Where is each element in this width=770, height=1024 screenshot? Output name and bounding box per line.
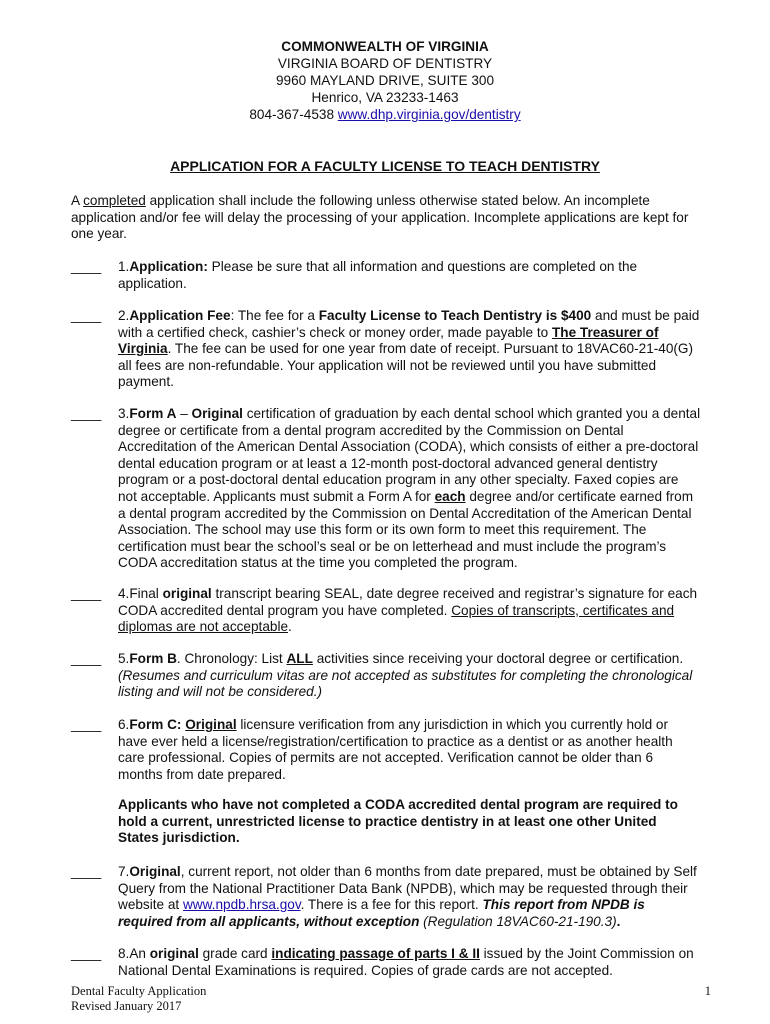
item-emphasis: Original	[185, 717, 237, 732]
item-number: 1.	[118, 259, 130, 274]
city-state-zip: Henrico, VA 23233-1463	[311, 90, 459, 105]
item-number: 6.	[118, 717, 130, 732]
item-number: 3.	[118, 406, 130, 421]
checklist-item-6	[71, 717, 701, 783]
item-text: grade card	[198, 946, 272, 961]
item-emphasis: This report from NPDB is required from all applicants, without exception	[118, 897, 645, 929]
coda-note: Applicants who have not completed a CODA accredited dental program are required to hold a current, unrestricted license to practice dentistry in at least one other United States jurisdiction.	[118, 797, 678, 846]
check-blank[interactable]: ____	[71, 308, 102, 323]
page-footer	[71, 984, 711, 1014]
checklist-item-4	[71, 586, 701, 636]
checklist-item-2	[71, 308, 701, 391]
item-label: Form A	[129, 406, 177, 421]
checklist-item-1	[71, 259, 701, 292]
item-text: transcript bearing SEAL, date degree received and registrar’s signature for each CODA accredited dental program you have completed.	[118, 586, 698, 618]
item-text: .	[616, 913, 621, 929]
item-number: 5.	[118, 651, 130, 666]
item-text: . The fee can be used for one year from date of receipt. Pursuant to 18VAC60-21-40(G) all fees are non-refundable. Your application will not be reviewed until you have submitted payment.	[118, 341, 694, 390]
item-text: and must be paid with a certified check, cashier’s check or money order, made payable to	[118, 308, 700, 340]
intro-paragraph	[71, 193, 696, 243]
item-number: 2.	[118, 308, 130, 323]
item-text: . The school may use this form or its own form to meet this requirement. The certification must bear the school’s seal or be on letterhead and must include the program’s CODA accreditation status at the time you completed the program.	[118, 522, 667, 571]
regulation-ref: (Regulation 18VAC60-21-190.3)	[419, 913, 617, 929]
check-blank[interactable]: ____	[71, 586, 102, 601]
checklist-item-8	[71, 946, 701, 979]
item-number: 7.	[118, 864, 130, 879]
checklist-item-7	[71, 864, 701, 930]
fee-amount: Faculty License to Teach Dentistry is $400	[318, 308, 592, 323]
item-text: . There is a fee for this report.	[300, 897, 483, 913]
checklist-item-3	[71, 406, 701, 572]
phone-number: 804-367-4538	[249, 107, 334, 122]
street-address: 9960 MAYLAND DRIVE, SUITE 300	[275, 73, 495, 88]
item-label: Form C:	[129, 717, 182, 732]
item-emphasis: indicating passage of parts I & II	[271, 946, 480, 961]
footer-doc-name: Dental Faculty Application	[71, 984, 207, 998]
item-label: Form B	[129, 651, 177, 666]
check-blank[interactable]: ____	[71, 946, 102, 961]
item-emphasis: each	[434, 488, 466, 504]
item-text: Please be sure that all information and questions are completed on the application.	[118, 259, 638, 291]
page-number: 1	[704, 984, 711, 998]
npdb-link[interactable]: www.npdb.hrsa.gov	[182, 897, 301, 913]
item-underline: Copies of transcripts, certificates and diplomas are not acceptable	[118, 602, 675, 635]
agency-name: COMMONWEALTH OF VIRGINIA	[281, 39, 489, 54]
item-emphasis: ALL	[286, 651, 313, 666]
item-text: certification of graduation by each dental school which granted you a dental degree or certificate from a dental program accredited by the Commission on Dental Accreditation of the American Dental Association (CODA), which consists of either a pre-doctoral dental education program or at least a 12-month post-doctoral advanced general dentistry program or a post-doctoral dental education program in any other specialty. Faxed copies are not acceptable. Applicants must submit a Form A for	[118, 406, 701, 504]
item-text: .	[288, 619, 292, 635]
letterhead	[0, 38, 770, 123]
item-label: Application:	[129, 259, 208, 274]
item-emphasis: original	[162, 586, 212, 601]
item-label: Original	[129, 864, 181, 879]
board-name: VIRGINIA BOARD OF DENTISTRY	[277, 56, 493, 71]
document-title: APPLICATION FOR A FACULTY LICENSE TO TEACH DENTISTRY	[170, 158, 600, 174]
item-number: 8.	[118, 946, 130, 961]
check-blank[interactable]: ____	[71, 717, 102, 732]
item-text: An	[129, 946, 150, 961]
check-blank[interactable]: ____	[71, 406, 102, 421]
item-text: issued by the Joint Commission on National Dental Examinations is required. Copies of grade cards are not accepted.	[118, 946, 694, 978]
checklist-item-5	[71, 651, 701, 701]
item-text: licensure verification from any jurisdiction in which you currently hold or have ever held a license/registration/certification to practice as a dentist or as another health care professional. Copies of permits are not accepted. Verification cannot be older than 6 months from date prepared.	[118, 717, 673, 782]
item-text: , current report, not older than 6 months from date prepared, must be obtained by Self Query from the National Practitioner Data Bank (NPDB), which may be requested through their website at	[118, 864, 697, 913]
item-text: –	[176, 406, 192, 421]
footer-revision: Revised January 2017	[71, 999, 182, 1013]
item-emphasis: original	[149, 946, 199, 961]
payee: The Treasurer of Virginia	[118, 324, 659, 357]
item-number: 4.	[118, 586, 130, 601]
check-blank[interactable]: ____	[71, 259, 102, 274]
website-link[interactable]: www.dhp.virginia.gov/dentistry	[337, 107, 521, 122]
item-text: . Chronology: List	[176, 651, 287, 666]
item-emphasis: Original	[191, 406, 243, 421]
intro-prefix: A	[71, 193, 84, 208]
item-note: (Resumes and curriculum vitas are not accepted as substitutes for completing the chronological listing and will not be considered.)	[118, 667, 693, 700]
check-blank[interactable]: ____	[71, 864, 102, 879]
item-label: Application Fee	[129, 308, 231, 323]
item-text: activities since receiving your doctoral degree or certification.	[312, 651, 684, 666]
check-blank[interactable]: ____	[71, 651, 102, 666]
contact-line	[0, 106, 770, 123]
item-text: degree and/or certificate earned from a dental program accredited by the Commission on Dental Accreditation of the American Dental Association	[118, 488, 694, 538]
intro-text: application shall include the following unless otherwise stated below. An incomplete application and/or fee will delay the processing of your application. Incomplete applications are kept for one year.	[71, 193, 689, 242]
item-text: : The fee for a	[230, 308, 319, 323]
intro-completed: completed	[83, 193, 146, 208]
item-text: Final	[129, 586, 163, 601]
